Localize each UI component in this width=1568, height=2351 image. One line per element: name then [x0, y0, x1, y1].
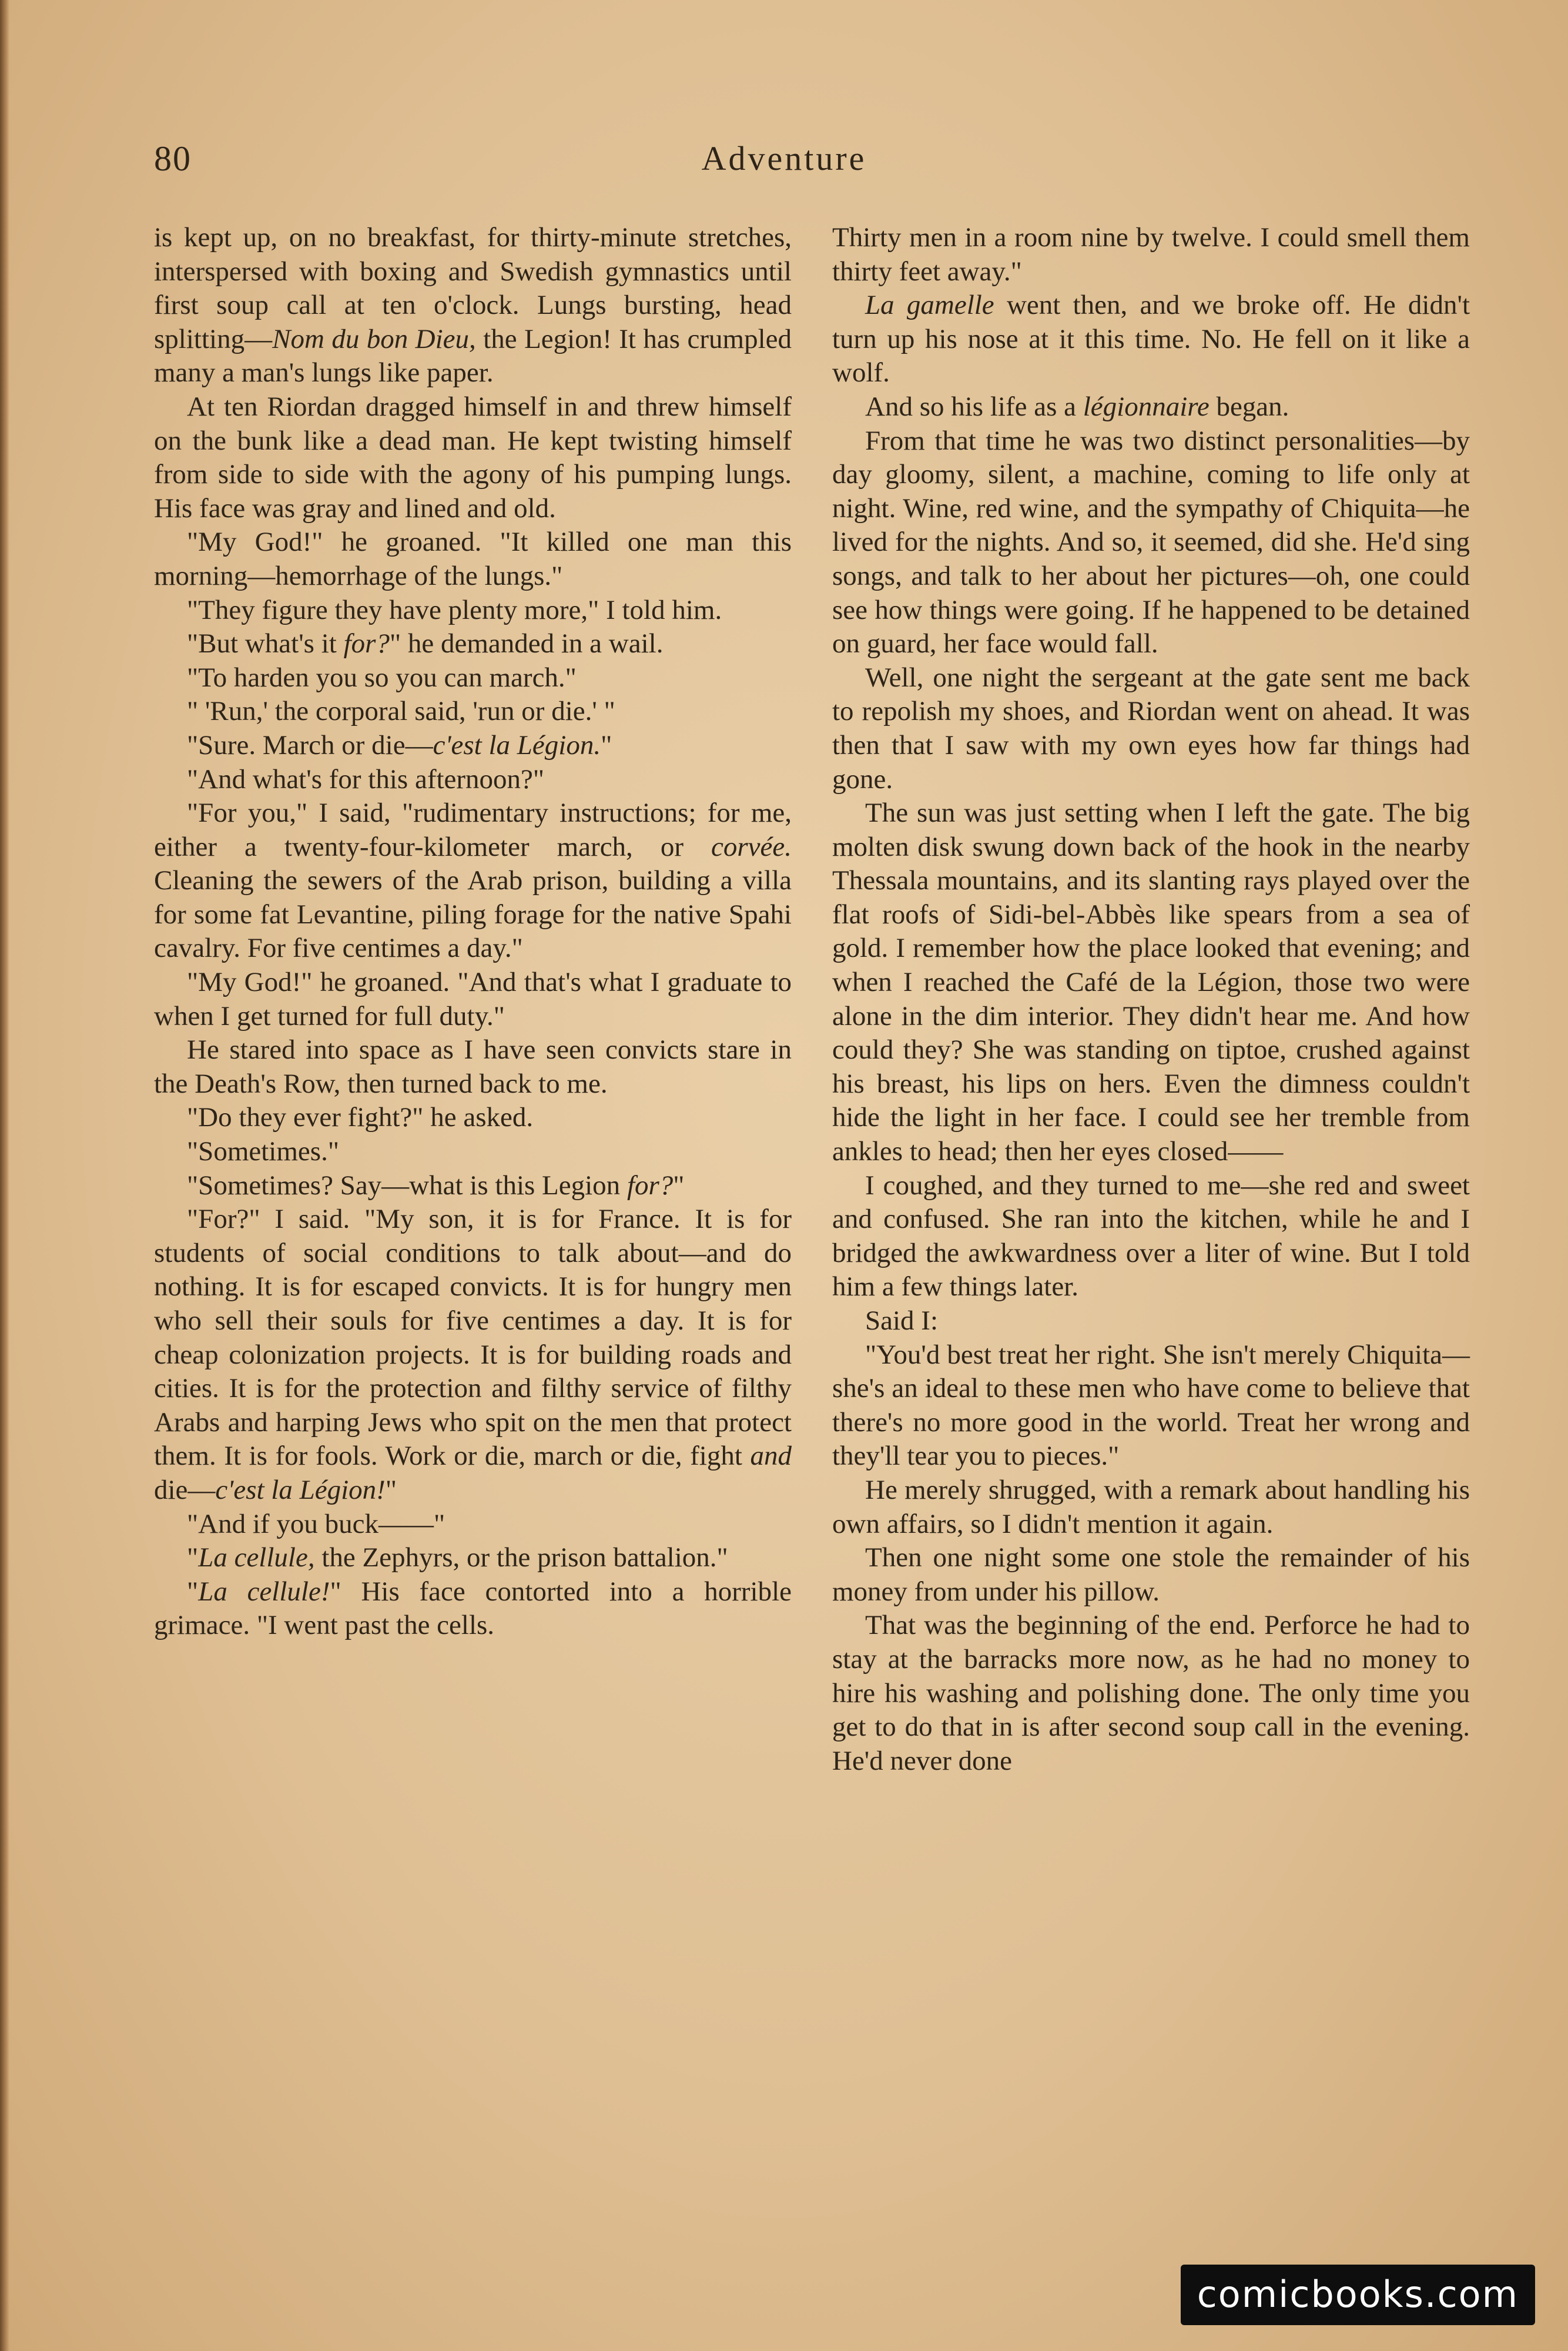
paragraph: From that time he was two distinct personalities—by day gloomy, silent, a machine, coming to life only at night. Wine, red wine, and the sympathy of Chiquita—he lived for the nights. And so, it seemed, did she. He'd sing songs, and talk to her about her pictures—oh, one could see how things were going. If he happened to be detained on guard, her face would fall. [832, 425, 1470, 659]
paragraph: "And what's for this afternoon?" [187, 763, 545, 795]
paragraph: "But what's it for?" he demanded in a wail. [187, 628, 664, 659]
paragraph: That was the beginning of the end. Perforce he had to stay at the barracks more now, as he had no money to hire his washing and polishing done. The only time you get to do that in is after second soup call in the evening. He'd never done [832, 1610, 1470, 1776]
magazine-title: Adventure [701, 139, 867, 178]
left-column [154, 221, 792, 1643]
paragraph: "For?" I said. "My son, it is for France. It is for students of social conditions to talk about—and do nothing. It is for escaped convicts. It is for hungry men who sell their souls for five centimes a day. It is for cheap colonization projects. It is for building roads and cities. It is for the protection and filthy service of filthy Arabs and harping Jews who spit on the men that protect them. It is for fools. Work or die, march or die, fight and die—c'est la Légion!" [154, 1204, 792, 1505]
paragraph: Thirty men in a room nine by twelve. I could smell them thirty feet away." [832, 222, 1470, 287]
paragraph: Well, one night the sergeant at the gate sent me back to repolish my shoes, and Riordan went on ahead. It was then that I saw with my own eyes how far things had gone. [832, 662, 1470, 795]
paragraph: "Sometimes? Say—what is this Legion for?" [187, 1170, 685, 1201]
running-head [0, 139, 1568, 186]
paragraph: "Do they ever fight?" he asked. [187, 1102, 534, 1133]
paragraph: Then one night some one stole the remainder of his money from under his pillow. [832, 1542, 1470, 1607]
paragraph: "For you," I said, "rudimentary instructions; for me, either a twenty-four-kilometer march, or corvée. Cleaning the sewers of the Arab prison, building a villa for some fat Levantine, piling forage for the native Spahi cavalry. For five centimes a day." [154, 798, 792, 964]
paragraph: "La cellule!" His face contorted into a horrible grimace. "I went past the cells. [154, 1576, 792, 1641]
paragraph: I coughed, and they turned to me—she red and sweet and confused. She ran into the kitchen, while he and I bridged the awkwardness over a liter of wine. But I told him a few things later. [832, 1170, 1470, 1302]
paragraph: "You'd best treat her right. She isn't merely Chiquita—she's an ideal to these men who have come to believe that there's no more good in the world. Treat her wrong and they'll tear you to pieces." [832, 1339, 1470, 1472]
right-column [832, 221, 1470, 1778]
paragraph: "La cellule, the Zephyrs, or the prison battalion." [187, 1542, 728, 1573]
watermark-logo: comicbooks.com [1181, 2265, 1535, 2325]
paragraph: And so his life as a légionnaire began. [865, 391, 1289, 422]
paragraph: "Sure. March or die—c'est la Légion." [187, 729, 612, 761]
paragraph: The sun was just setting when I left the gate. The big molten disk swung down back of the hook in the nearby Thessala mountains, and its slanting rays played over the flat roofs of Sidi-bel-Abbès like spears from a sea of gold. I remember how the place looked that evening; and when I reached the Café de la Légion, those two were alone in the dim interior. They didn't hear me. And how could they? She was standing on tiptoe, crushed against his breast, his lips on hers. Even the dimness couldn't hide the light in her face. I could see her tremble from ankles to head; then her eyes closed—— [832, 798, 1470, 1167]
paragraph: "Sometimes." [187, 1136, 340, 1167]
page-edge [0, 0, 9, 2351]
paragraph: " 'Run,' the corporal said, 'run or die.' " [187, 696, 615, 727]
paragraph: La gamelle went then, and we broke off. He didn't turn up his nose at it this time. No. He fell on it like a wolf. [832, 290, 1470, 389]
paragraph: He merely shrugged, with a remark about handling his own affairs, so I didn't mention it again. [832, 1474, 1470, 1539]
paragraph: He stared into space as I have seen convicts stare in the Death's Row, then turned back to me. [154, 1034, 792, 1099]
paragraph: "My God!" he groaned. "And that's what I graduate to when I get turned for full duty." [154, 967, 792, 1032]
paragraph: "And if you buck——" [187, 1508, 445, 1539]
paragraph: is kept up, on no breakfast, for thirty-minute stretches, interspersed with boxing and Swedish gymnastics until first soup call at ten o'clock. Lungs bursting, head splitting—Nom du bon Dieu, the Legion! It has crumpled many a man's lungs like paper. [154, 222, 792, 389]
paragraph: At ten Riordan dragged himself in and threw himself on the bunk like a dead man. He kept twisting himself from side to side with the agony of his pumping lungs. His face was gray and lined and old. [154, 391, 792, 524]
paragraph: Said I: [865, 1305, 939, 1336]
paragraph: "They figure they have plenty more," I told him. [187, 594, 722, 625]
page-number: 80 [154, 139, 192, 178]
paragraph: "To harden you so you can march." [187, 662, 577, 693]
paragraph: "My God!" he groaned. "It killed one man this morning—hemorrhage of the lungs." [154, 527, 792, 591]
